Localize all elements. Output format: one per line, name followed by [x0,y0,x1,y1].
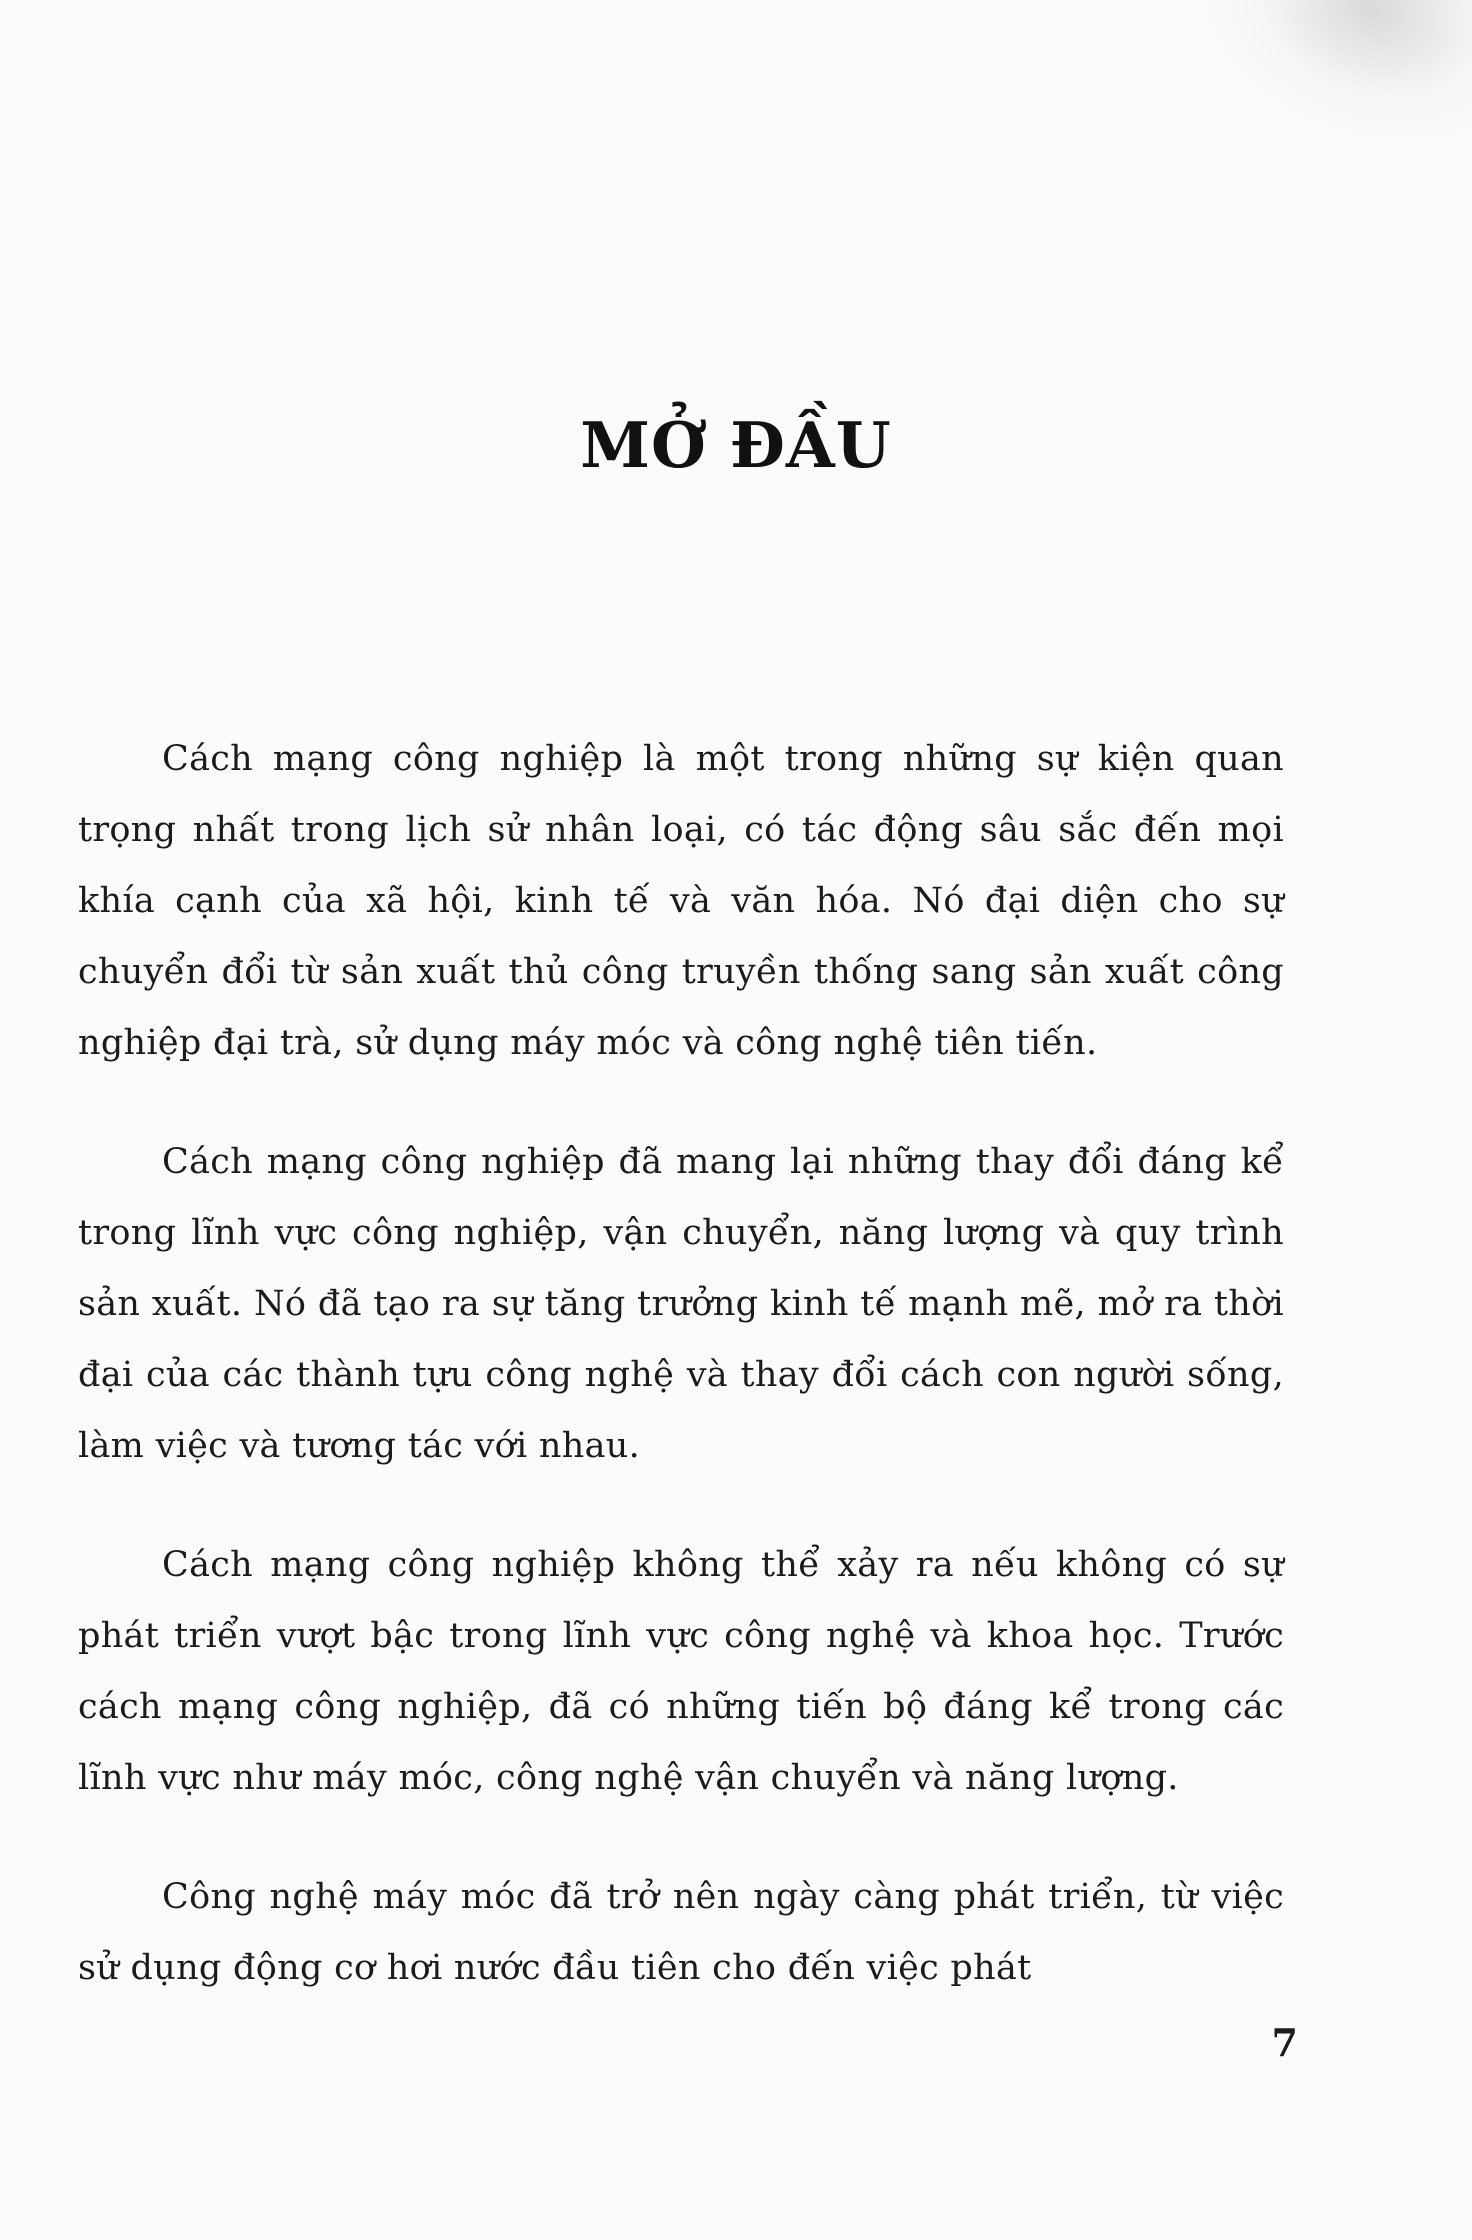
paragraph-4: Công nghệ máy móc đã trở nên ngày càng phát triển, từ việc sử dụng động cơ hơi nước đầu tiên cho đến việc phát [78,1877,1284,1988]
paragraph-3: Cách mạng công nghiệp không thể xảy ra nếu không có sự phát triển vượt bậc trong lĩnh vực công nghệ và khoa học. Trước cách mạng công nghiệp, đã có những tiến bộ đáng kể trong các lĩnh vực như máy móc, công nghệ vận chuyển và năng lượng. [78,1545,1284,1798]
page-number: 7 [1271,2020,1298,2065]
paragraph-1: Cách mạng công nghiệp là một trong những sự kiện quan trọng nhất trong lịch sử nhân loại, có tác động sâu sắc đến mọi khía cạnh của xã hội, kinh tế và văn hóa. Nó đại diện cho sự chuyển đổi từ sản xuất thủ công truyền thống sang sản xuất công nghiệp đại trà, sử dụng máy móc và công nghệ tiên tiến. [78,739,1284,1063]
body-text [78,724,1284,2052]
paragraph-2: Cách mạng công nghiệp đã mang lại những thay đổi đáng kể trong lĩnh vực công nghiệp, vận chuyển, năng lượng và quy trình sản xuất. Nó đã tạo ra sự tăng trưởng kinh tế mạnh mẽ, mở ra thời đại của các thành tựu công nghệ và thay đổi cách con người sống, làm việc và tương tác với nhau. [78,1142,1284,1466]
chapter-title: MỞ ĐẦU [580,408,892,482]
page-corner-shadow [1161,0,1472,189]
